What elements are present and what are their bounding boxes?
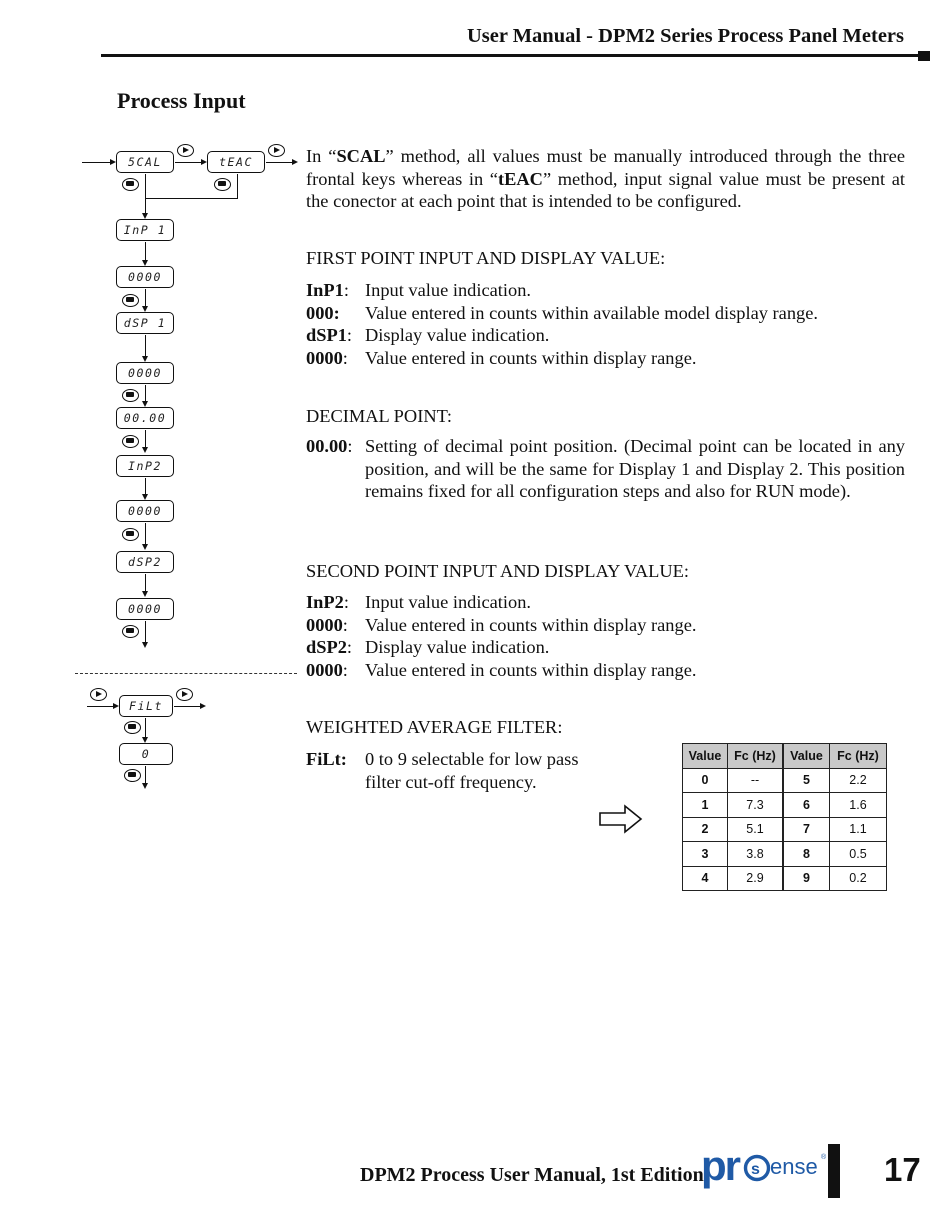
list-item: InP2: Input value indication. bbox=[306, 592, 531, 612]
connector bbox=[266, 162, 292, 163]
page-number: 17 bbox=[884, 1151, 921, 1188]
first-point-list bbox=[306, 279, 905, 369]
svg-text:ense: ense bbox=[770, 1154, 818, 1179]
connector bbox=[145, 289, 146, 307]
connector bbox=[145, 385, 146, 402]
lcd-scal: 5CAL bbox=[116, 151, 174, 173]
prosense-logo bbox=[701, 1144, 829, 1192]
lcd-value: 0000 bbox=[116, 266, 174, 288]
table-row: 4 2.9 9 0.2 bbox=[683, 866, 887, 891]
enter-key-icon bbox=[122, 178, 139, 191]
connector bbox=[145, 523, 146, 545]
first-point-heading: FIRST POINT INPUT AND DISPLAY VALUE: bbox=[306, 248, 666, 268]
header-rule-end bbox=[918, 51, 930, 61]
second-point-list bbox=[306, 591, 905, 681]
connector bbox=[145, 242, 146, 261]
connector bbox=[174, 706, 200, 707]
enter-key-icon bbox=[122, 435, 139, 448]
lcd-dsp1: dSP 1 bbox=[116, 312, 174, 334]
svg-text:pr: pr bbox=[701, 1144, 739, 1189]
advance-key-icon bbox=[176, 688, 193, 701]
connector bbox=[145, 718, 146, 738]
filter-def: FiLt: 0 to 9 selectable for low pass filter cut-off frequency. bbox=[306, 749, 579, 792]
section-title: Process Input bbox=[117, 88, 246, 113]
header-title: User Manual - DPM2 Series Process Panel Meters bbox=[466, 25, 904, 47]
scal-term: SCAL bbox=[336, 146, 386, 166]
arrow-head bbox=[142, 544, 148, 550]
enter-key-icon bbox=[122, 625, 139, 638]
divider bbox=[75, 673, 297, 674]
advance-key-icon bbox=[90, 688, 107, 701]
connector bbox=[175, 162, 201, 163]
table-row: 0 -- 5 2.2 bbox=[683, 768, 887, 793]
enter-key-icon bbox=[124, 721, 141, 734]
connector bbox=[237, 174, 238, 198]
connector bbox=[145, 478, 146, 495]
enter-key-icon bbox=[122, 389, 139, 402]
svg-text:s: s bbox=[751, 1161, 760, 1178]
connector bbox=[145, 621, 146, 643]
connector bbox=[82, 162, 110, 163]
enter-key-icon bbox=[214, 178, 231, 191]
arrow-head bbox=[292, 159, 298, 165]
list-item: 0000: Value entered in counts within display range. bbox=[306, 347, 697, 368]
lcd-dsp2: dSP2 bbox=[116, 551, 174, 573]
table-row: 3 3.8 8 0.5 bbox=[683, 842, 887, 867]
second-point-heading: SECOND POINT INPUT AND DISPLAY VALUE: bbox=[306, 561, 690, 581]
list-item: dSP2: Display value indication. bbox=[306, 637, 550, 657]
advance-key-icon bbox=[268, 144, 285, 157]
connector bbox=[145, 766, 146, 784]
lcd-teac: tEAC bbox=[207, 151, 265, 173]
connector bbox=[146, 198, 238, 199]
arrow-head bbox=[142, 447, 148, 453]
enter-key-icon bbox=[124, 769, 141, 782]
footer-bar bbox=[828, 1144, 840, 1198]
filter-heading: WEIGHTED AVERAGE FILTER: bbox=[306, 717, 563, 737]
lcd-inp1: InP 1 bbox=[116, 219, 174, 241]
list-item: InP1: Input value indication. bbox=[306, 280, 531, 300]
arrow-head bbox=[200, 703, 206, 709]
filter-table bbox=[682, 743, 887, 891]
arrow-head bbox=[142, 783, 148, 789]
header-rule bbox=[101, 54, 921, 57]
right-arrow-icon bbox=[598, 804, 644, 834]
enter-key-icon bbox=[122, 294, 139, 307]
table-header-row: Value Fc (Hz) Value Fc (Hz) bbox=[683, 744, 887, 769]
connector bbox=[145, 335, 146, 357]
decimal-point-def: 00.00: Setting of decimal point position. (Decimal point can be located in any position, and will be the same for Display 1 and Display 2. This position remains fixed for all configuration steps and also for RUN mode). bbox=[306, 436, 905, 501]
list-item: 000: Value entered in counts within available model display range. bbox=[306, 302, 818, 323]
connector bbox=[87, 706, 113, 707]
arrow-head bbox=[142, 642, 148, 648]
table-row: 1 7.3 6 1.6 bbox=[683, 793, 887, 818]
lcd-filter-value: 0 bbox=[119, 743, 173, 765]
list-item: 0000: Value entered in counts within display range. bbox=[306, 614, 697, 635]
footer-text: DPM2 Process User Manual, 1st Edition bbox=[360, 1164, 704, 1186]
connector bbox=[145, 430, 146, 448]
list-item: 0000: Value entered in counts within display range. bbox=[306, 659, 697, 680]
decimal-point-heading: DECIMAL POINT: bbox=[306, 406, 453, 426]
arrow-head bbox=[142, 591, 148, 597]
advance-key-icon bbox=[177, 144, 194, 157]
connector bbox=[145, 174, 146, 214]
lcd-filter: FiLt bbox=[119, 695, 173, 717]
table-row: 2 5.1 7 1.1 bbox=[683, 817, 887, 842]
lcd-value: 0000 bbox=[116, 598, 174, 620]
list-item: dSP1: Display value indication. bbox=[306, 325, 550, 345]
lcd-value: 0000 bbox=[116, 362, 174, 384]
lcd-inp2: InP2 bbox=[116, 455, 174, 477]
lcd-decimal: 00.00 bbox=[116, 407, 174, 429]
teac-term: tEAC bbox=[497, 168, 543, 189]
enter-key-icon bbox=[122, 528, 139, 541]
intro-paragraph: In “SCAL” method, all values must be manually introduced through the three frontal keys whereas in “tEAC” method, input signal value must be present at the conector at each point that is intended to be configured. bbox=[306, 146, 905, 211]
lcd-value: 0000 bbox=[116, 500, 174, 522]
svg-text:®: ® bbox=[821, 1154, 827, 1161]
connector bbox=[145, 574, 146, 592]
